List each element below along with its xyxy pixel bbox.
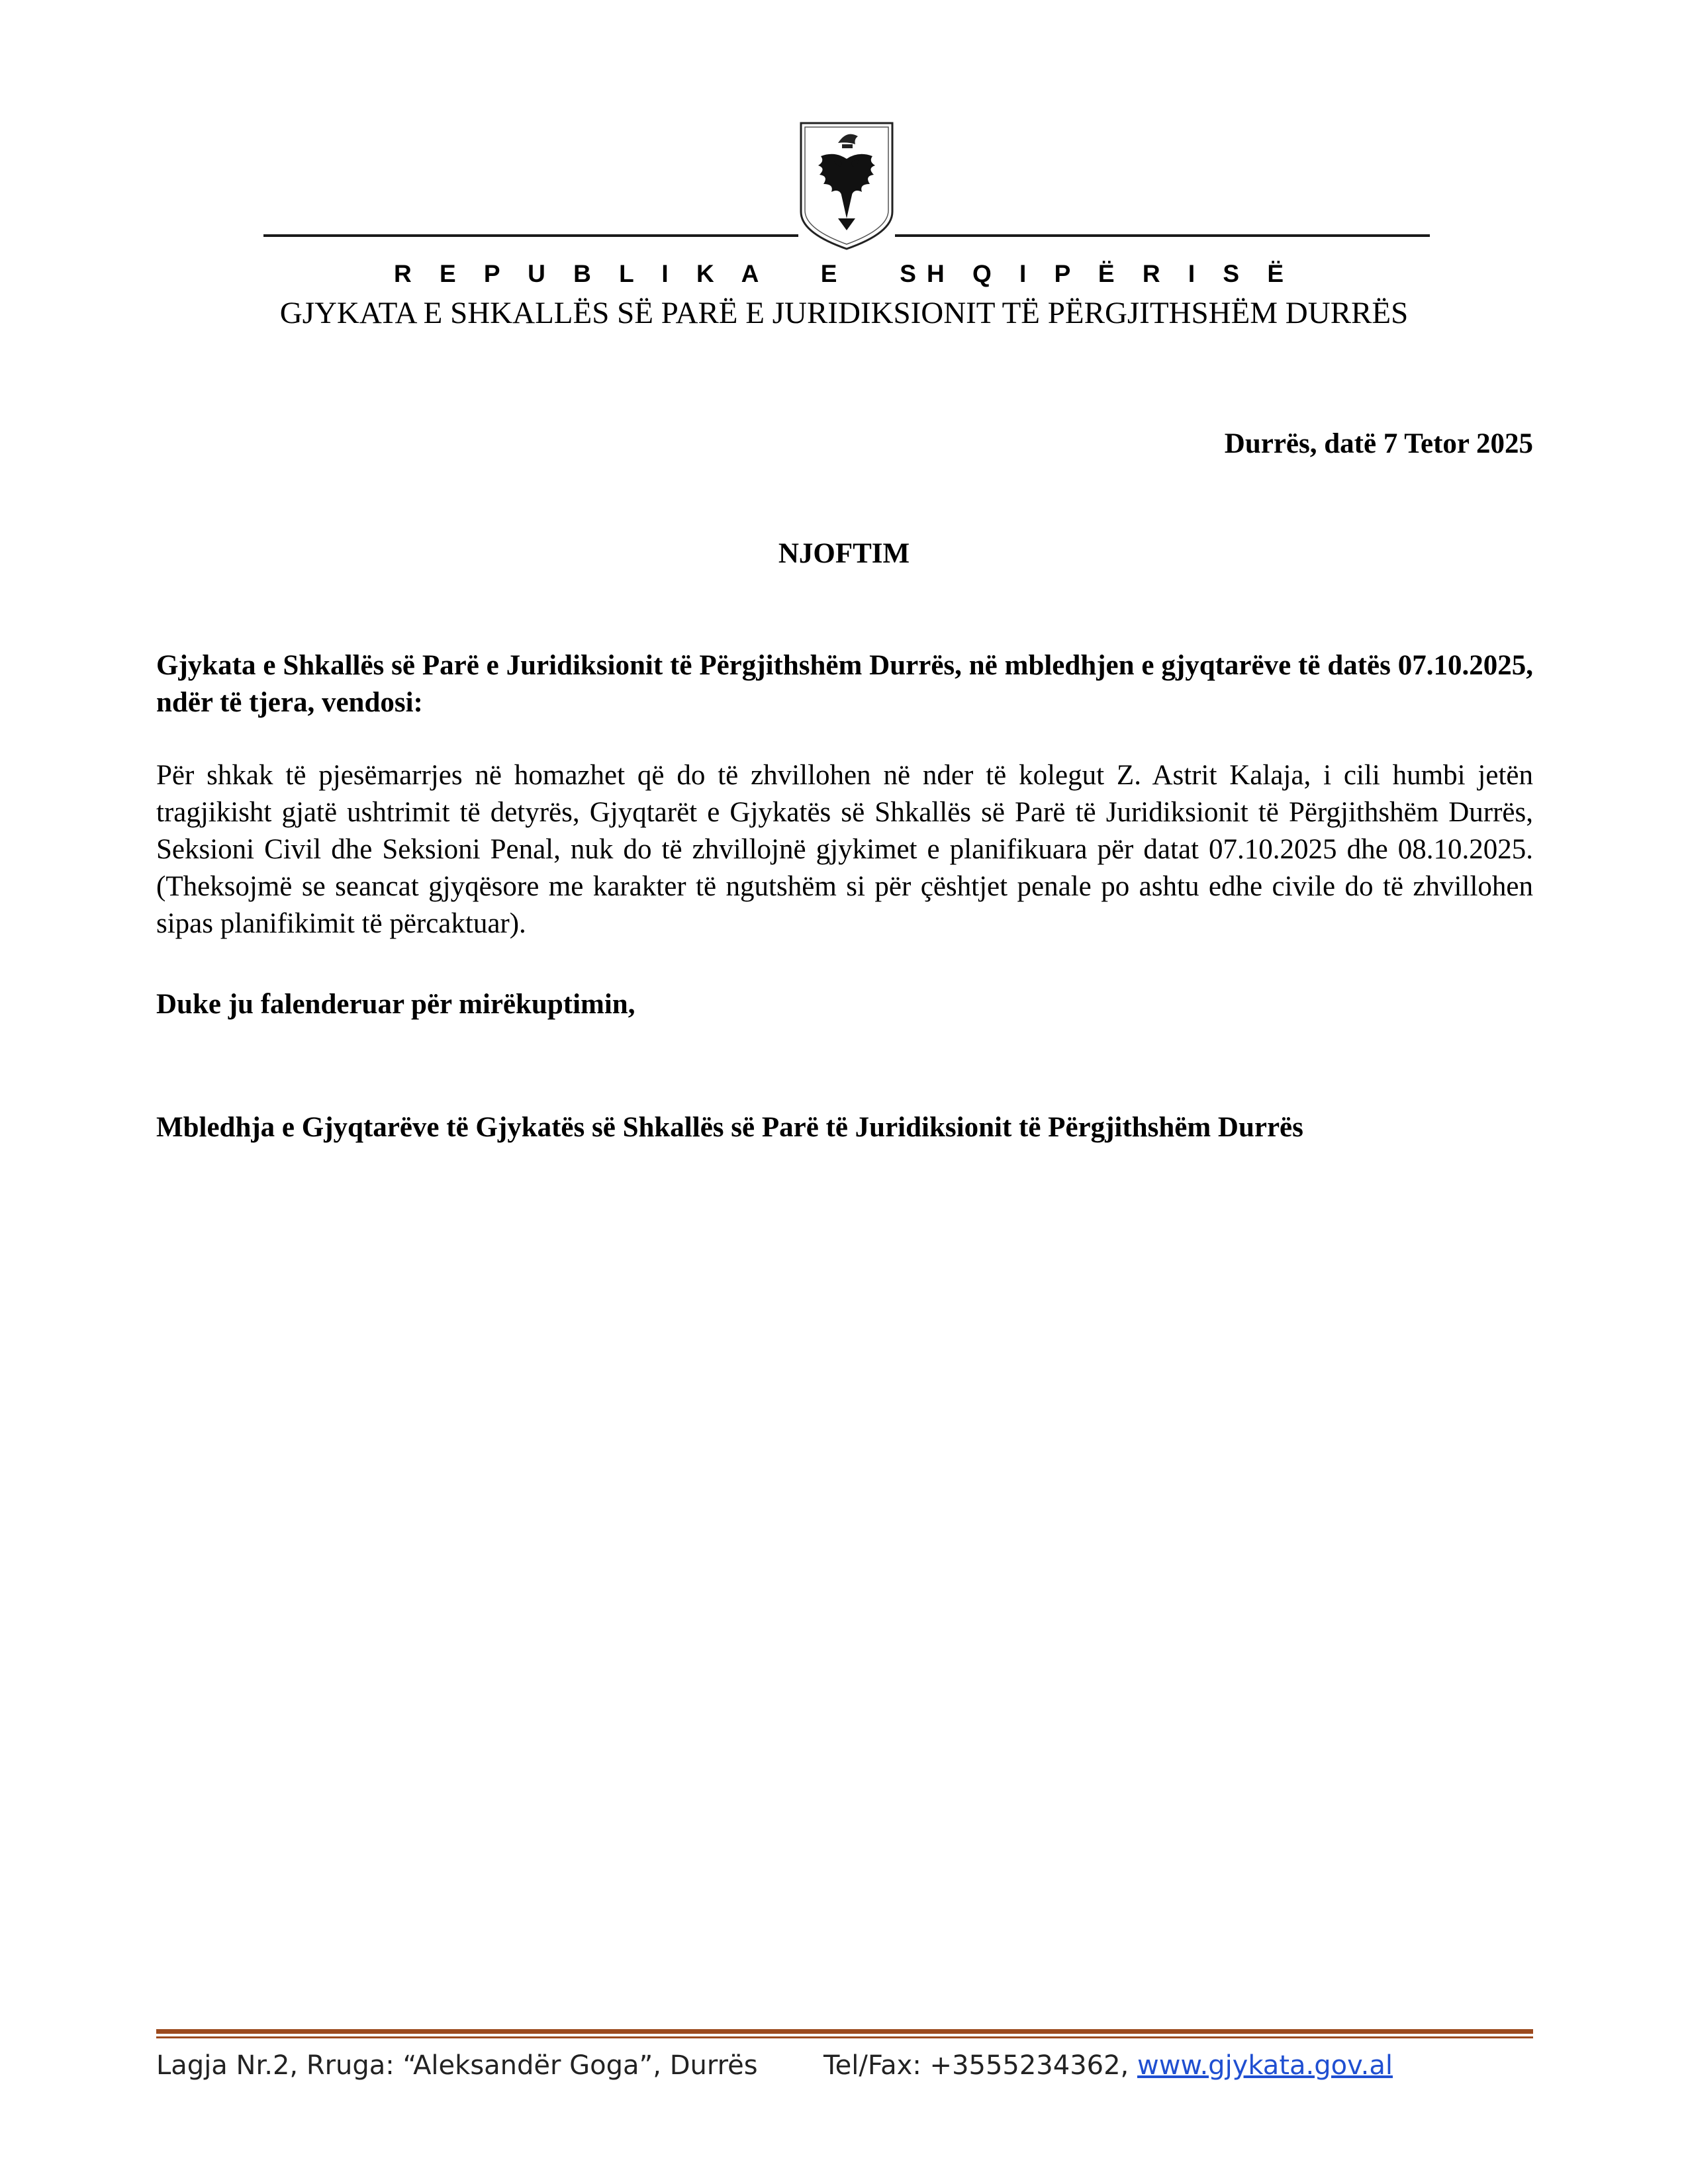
document-title: NJOFTIM <box>778 538 910 569</box>
footer-phone: Tel/Fax: +3555234362, <box>823 2050 1137 2081</box>
body-paragraph: Për shkak të pjesëmarrjes në homazhet që do të zhvillohen në nder të kolegut Z. Astrit Kalaja, i cili humbi jetën tragjikisht gjatë ushtrimit të detyrës, Gjyqtarët e Gjykatës së Shkallës së Parë të Juridiksionit të Përgjithshëm Durrës, Seksioni Civil dhe Seksioni Penal, nuk do të zhvillojnë gjykimet e planifikuara për datat 07.10.2025 dhe 08.10.2025. (Theksojmë se seancat gjyqësore me karakter të ngutshëm si për çështjet penale po ashtu edhe civile do të zhvillohen sipas planifikimit të përcaktuar). <box>156 760 1533 939</box>
signature-line: Mbledhja e Gjyqtarëve të Gjykatës së Shkallës së Parë të Juridiksionit të Përgjithshëm Durrës <box>156 1112 1303 1143</box>
header-rule-left <box>263 234 798 237</box>
intro-paragraph: Gjykata e Shkallës së Parë e Juridiksionit të Përgjithshëm Durrës, në mbledhjen e gjyqtarëve të datës 07.10.2025, ndër të tjera, vendosi: <box>156 650 1533 718</box>
footer-address: Lagja Nr.2, Rruga: “Aleksandër Goga”, Durrës <box>156 2050 758 2081</box>
albanian-double-headed-eagle-icon <box>798 119 895 251</box>
header-rule-right <box>895 234 1430 237</box>
document-date: Durrës, datë 7 Tetor 2025 <box>1224 428 1533 459</box>
website-link[interactable]: www.gjykata.gov.al <box>1137 2050 1393 2081</box>
country-heading: R E P U B L I K A E SH Q I P Ë R I S Ë <box>393 260 1295 287</box>
closing-line: Duke ju falenderuar për mirëkuptimin, <box>156 989 635 1020</box>
footer <box>156 2050 1393 2081</box>
footer-rule-thin <box>156 2036 1533 2038</box>
footer-rule <box>156 2029 1533 2034</box>
court-name: GJYKATA E SHKALLËS SË PARË E JURIDIKSIONIT TË PËRGJITHSHËM DURRËS <box>279 296 1409 330</box>
